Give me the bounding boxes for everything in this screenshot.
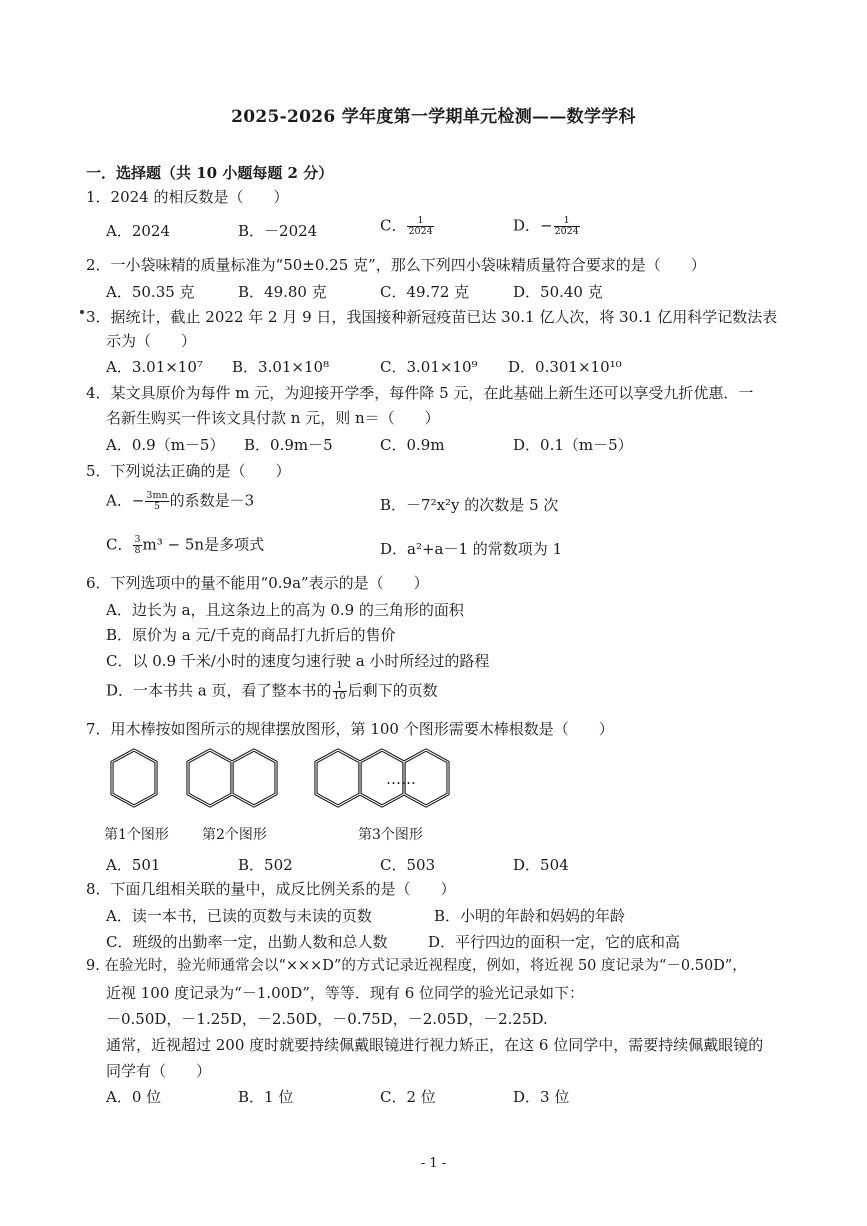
q9-option-c: C．2 位 <box>380 1088 436 1106</box>
stick-hexagon-figures <box>100 746 540 826</box>
q6-option-c: C．以 0.9 千米/小时的速度匀速行驶 a 小时所经过的路程 <box>106 652 490 670</box>
q1-option-c: C． $\frac{1}{2024}$ <box>380 215 433 237</box>
q9-option-a: A．0 位 <box>106 1088 162 1106</box>
question-7-stem: 7．用木棒按如图所示的规律摆放图形，第 100 个图形需要木棒根数是（ ） <box>86 720 614 738</box>
question-4-stem-line1: 4．某文具原价为每件 m 元，为迎接开学季，每件降 5 元，在此基础上新生还可以享受九折优惠．一 <box>86 384 754 402</box>
q8-option-a: A．读一本书，已读的页数与未读的页数 <box>106 907 372 925</box>
q6-option-d: D．一本书共 a 页，看了整本书的 $\frac{1}{10}$ 后剩下的页数 <box>106 680 438 702</box>
q6-option-b: B．原价为 a 元/千克的商品打九折后的售价 <box>106 626 396 644</box>
q4-option-b: B．0.9m－5 <box>244 436 333 454</box>
q1-option-b: B．－2024 <box>238 222 318 240</box>
page-title: 2025-2026 学年度第一学期单元检测——数学学科 <box>231 107 636 127</box>
question-1-stem: 1．2024 的相反数是（ ） <box>86 188 289 206</box>
q7-option-c: C．503 <box>380 856 436 874</box>
question-8-stem: 8．下面几组相关联的量中，成反比例关系的是（ ） <box>86 880 456 898</box>
question-3-stem-line1: 3．据统计，截止 2022 年 2 月 9 日，我国接种新冠疫苗已达 30.1 亿人次，将 30.1 亿用科学记数法表 <box>86 308 778 326</box>
scan-speck <box>80 310 84 314</box>
page-number: - 1 - <box>420 1156 447 1171</box>
question-5-stem: 5．下列说法正确的是（ ） <box>86 462 291 480</box>
q1-option-d: D．− $\frac{1}{2024}$ <box>513 215 579 237</box>
question-3-stem-line2: 示为（ ） <box>106 332 197 350</box>
question-9-stem-line4: 通常，近视超过 200 度时就要持续佩戴眼镜进行视力矫正，在这 6 位同学中，需要持续佩戴眼镜的 <box>106 1036 764 1054</box>
figure-1-caption: 第1个图形 <box>104 827 169 843</box>
question-2-stem: 2．一小袋味精的质量标准为“50±0.25 克”，那么下列四小袋味精质量符合要求的是（ ） <box>86 256 706 274</box>
question-9-stem-line5: 同学有（ ） <box>106 1062 212 1080</box>
q3-option-b: B．3.01×10⁸ <box>232 358 330 376</box>
q2-option-b: B．49.80 克 <box>238 283 327 301</box>
q3-option-c: C．3.01×10⁹ <box>380 358 478 376</box>
q3-option-d: D．0.301×10¹⁰ <box>508 358 622 376</box>
q4-option-a: A．0.9（m－5） <box>106 436 225 454</box>
q7-option-b: B．502 <box>238 856 293 874</box>
q5-option-a: A．− $\frac{3mn}{5}$ 的系数是－3 <box>106 490 255 512</box>
q5-option-c: C． $\frac{3}{8}$ m³ − 5n是多项式 <box>106 534 265 556</box>
question-9-stem-line2: 近视 100 度记录为“－1.00D”，等等．现有 6 位同学的验光记录如下： <box>106 984 585 1002</box>
figure-ellipsis: …… <box>386 770 416 788</box>
figure-3-caption: 第3个图形 <box>358 827 423 843</box>
q8-option-d: D．平行四边的面积一定，它的底和高 <box>428 933 681 951</box>
q5-option-b: B．－7²x²y 的次数是 5 次 <box>380 496 559 514</box>
q3-option-a: A．3.01×10⁷ <box>106 358 203 376</box>
q7-option-a: A．501 <box>106 856 161 874</box>
question-6-stem: 6．下列选项中的量不能用“0.9a”表示的是（ ） <box>86 574 429 592</box>
question-4-stem-line2: 名新生购买一件该文具付款 n 元，则 n＝（ ） <box>106 409 440 427</box>
q1-option-a: A．2024 <box>106 222 171 240</box>
question-9-records: －0.50D，－1.25D，－2.50D，－0.75D，－2.05D，－2.25D. <box>106 1010 548 1028</box>
q9-option-d: D．3 位 <box>513 1088 570 1106</box>
q2-option-d: D．50.40 克 <box>513 283 603 301</box>
q4-option-d: D．0.1（m－5） <box>513 436 633 454</box>
q8-option-c: C．班级的出勤率一定，出勤人数和总人数 <box>106 933 388 951</box>
q2-option-c: C．49.72 克 <box>380 283 470 301</box>
q6-option-a: A．边长为 a，且这条边上的高为 0.9 的三角形的面积 <box>106 601 464 619</box>
section-heading: 一．选择题（共 10 小题每题 2 分） <box>86 164 334 182</box>
q8-option-b: B．小明的年龄和妈妈的年龄 <box>434 907 626 925</box>
q7-option-d: D．504 <box>513 856 569 874</box>
q5-option-d: D．a²+a－1 的常数项为 1 <box>380 540 563 558</box>
question-9-stem-line1: 9. 在验光时，验光师通常会以“×××D”的方式记录近视程度，例如，将近视 50 度记录为“－0.50D”， <box>86 958 747 974</box>
q9-option-b: B．1 位 <box>238 1088 294 1106</box>
q2-option-a: A．50.35 克 <box>106 283 195 301</box>
q4-option-c: C．0.9m <box>380 436 445 454</box>
figure-2-caption: 第2个图形 <box>202 827 267 843</box>
